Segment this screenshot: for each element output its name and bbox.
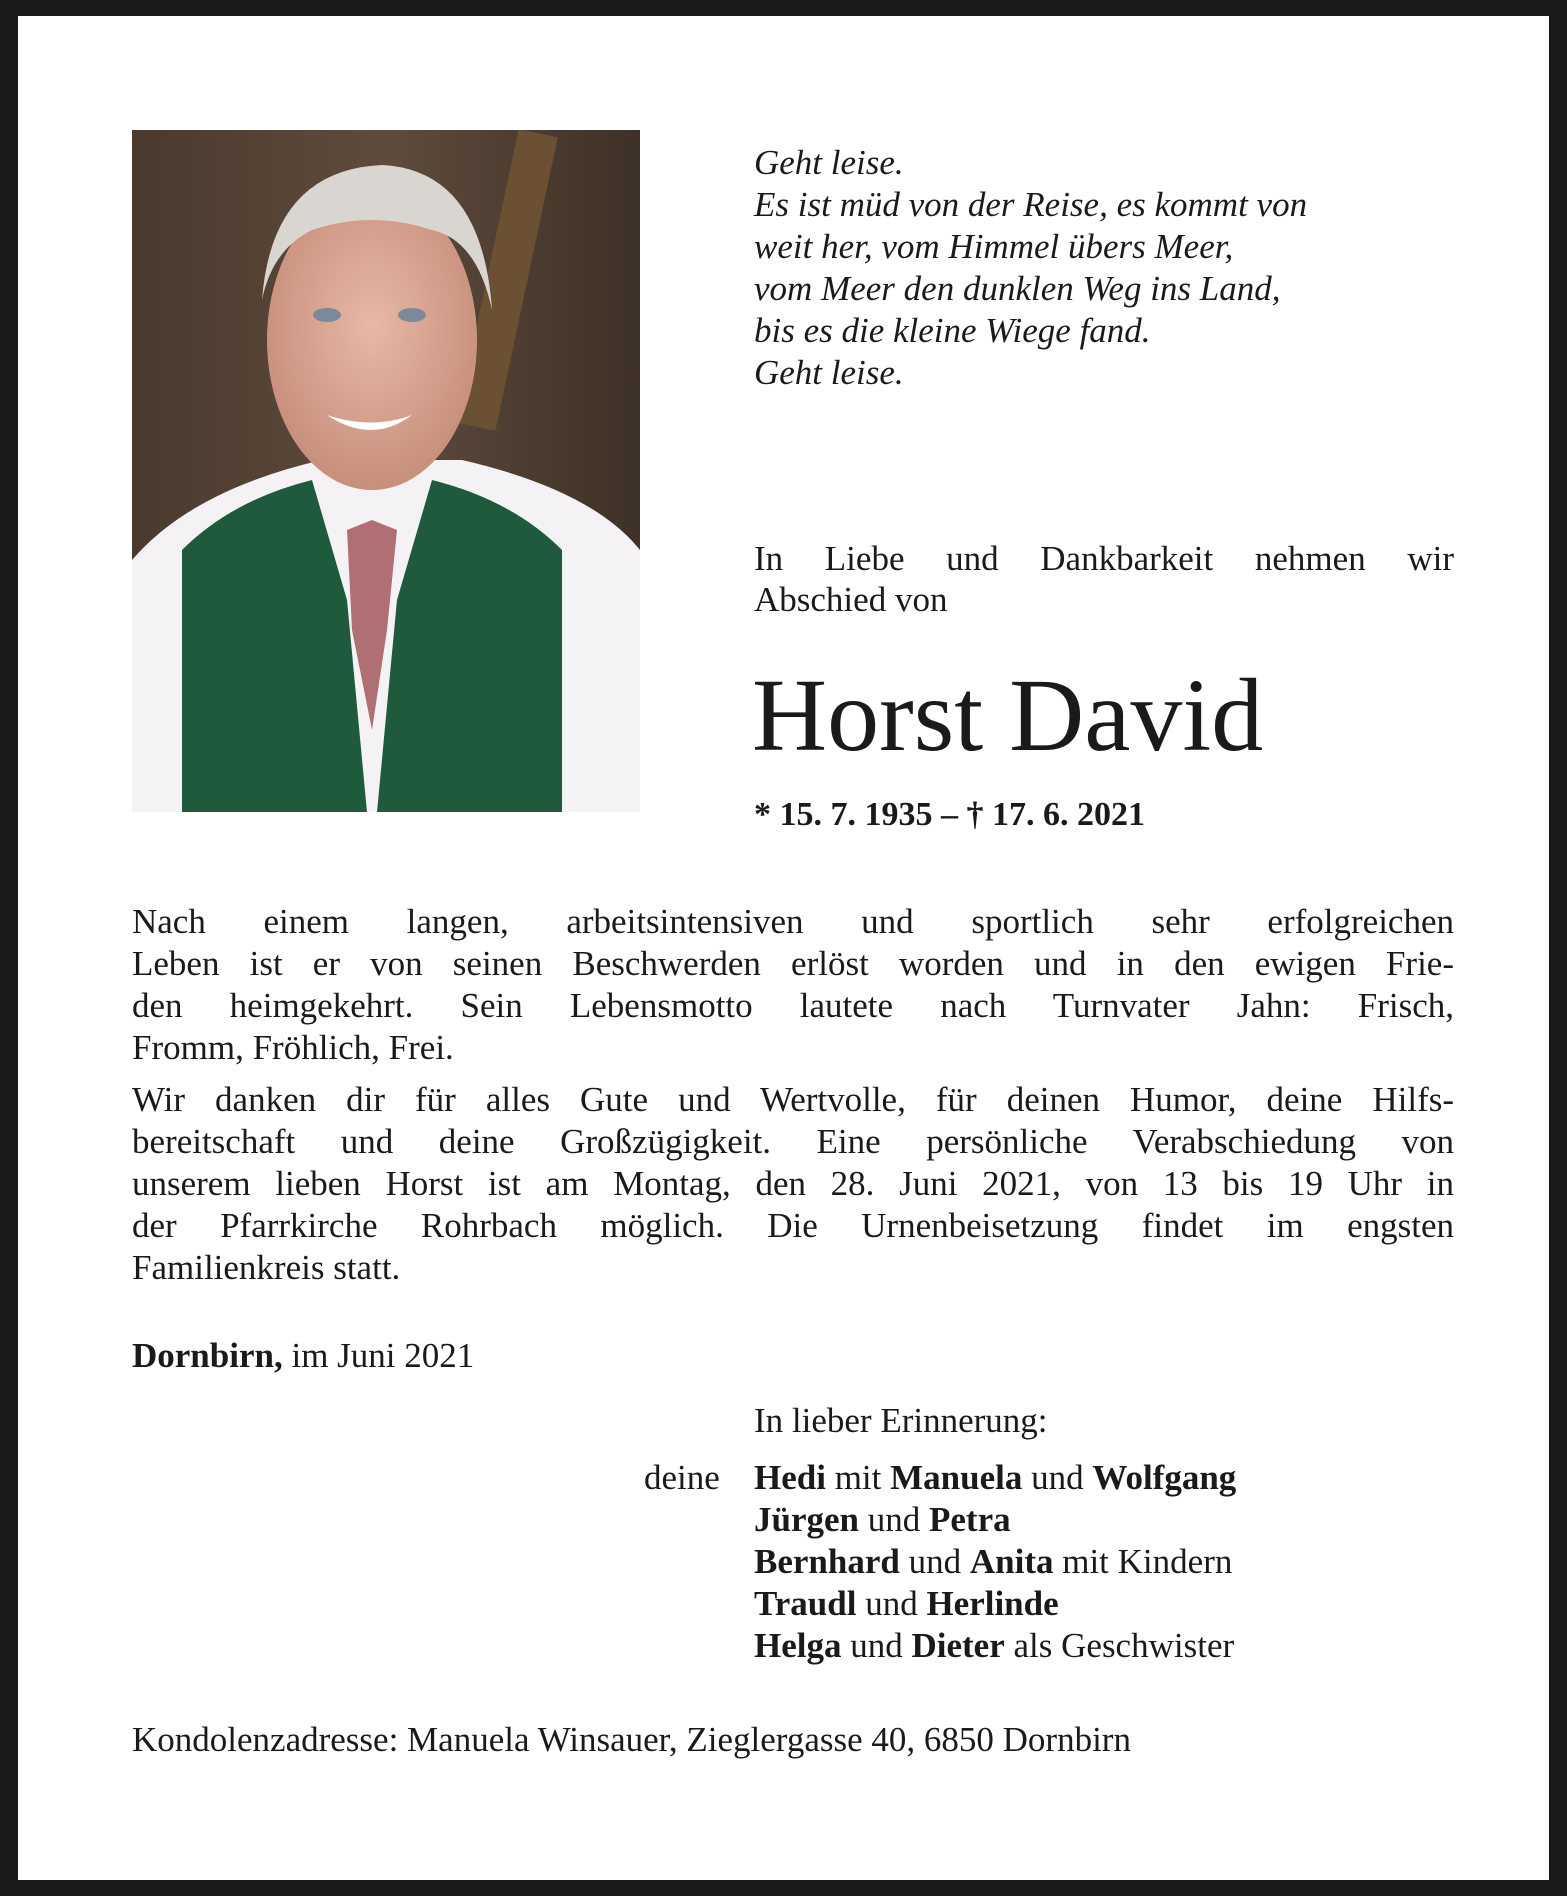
family-member-name: Dieter bbox=[911, 1626, 1005, 1665]
family-names bbox=[754, 1583, 1059, 1625]
family-row bbox=[644, 1625, 1236, 1667]
text-line: Nach einem langen, arbeitsintensiven und sportlich sehr erfolgreichen bbox=[132, 902, 1454, 941]
family-lead bbox=[644, 1499, 754, 1541]
text-line: Leben ist er von seinen Beschwerden erlöst worden und in den ewigen Frie- bbox=[132, 944, 1454, 983]
intro-line: In Liebe und Dankbarkeit nehmen wir bbox=[754, 539, 1454, 578]
text-line: den heimgekehrt. Sein Lebensmotto lautete nach Turnvater Jahn: Frisch, bbox=[132, 986, 1454, 1025]
family-connector: und bbox=[899, 1542, 970, 1581]
paragraph bbox=[132, 1079, 1454, 1289]
family-names bbox=[754, 1457, 1236, 1499]
family-member-name: Helga bbox=[754, 1626, 842, 1665]
poem-line: vom Meer den dunklen Weg ins Land, bbox=[754, 269, 1281, 308]
family-connector: als Geschwister bbox=[1004, 1626, 1235, 1665]
text-line: der Pfarrkirche Rohrbach möglich. Die Urnenbeisetzung findet im engsten bbox=[132, 1206, 1454, 1245]
obituary-text bbox=[132, 901, 1454, 1299]
family-member-name: Traudl bbox=[754, 1584, 857, 1623]
family-connector: mit Kindern bbox=[1053, 1542, 1233, 1581]
family-member-name: Manuela bbox=[890, 1458, 1023, 1497]
poem-line: Es ist müd von der Reise, es kommt von bbox=[754, 185, 1308, 224]
family-connector: und bbox=[856, 1584, 927, 1623]
family-lead bbox=[644, 1625, 754, 1667]
family-lead bbox=[644, 1541, 754, 1583]
place-city: Dornbirn, bbox=[132, 1336, 283, 1375]
family-connector: und bbox=[1022, 1458, 1093, 1497]
text-line: Familienkreis statt. bbox=[132, 1248, 401, 1287]
poem-line: Geht leise. bbox=[754, 353, 904, 392]
family-lead: deine bbox=[644, 1458, 720, 1497]
family-member-name: Jürgen bbox=[754, 1500, 859, 1539]
condolence-address: Kondolenzadresse: Manuela Winsauer, Zieglergasse 40, 6850 Dornbirn bbox=[132, 1720, 1131, 1759]
poem-line: weit her, vom Himmel übers Meer, bbox=[754, 227, 1234, 266]
obituary-page bbox=[18, 16, 1549, 1880]
family-connector: und bbox=[841, 1626, 912, 1665]
poem-line: bis es die kleine Wiege fand. bbox=[754, 311, 1151, 350]
family-connector: mit bbox=[825, 1458, 891, 1497]
family-names bbox=[754, 1541, 1232, 1583]
family-names bbox=[754, 1499, 1011, 1541]
family-names bbox=[754, 1625, 1234, 1667]
memory-heading: In lieber Erinnerung: bbox=[754, 1401, 1048, 1440]
paragraph bbox=[132, 901, 1454, 1069]
family-lead bbox=[644, 1583, 754, 1625]
family-connector: und bbox=[859, 1500, 929, 1539]
family-member-name: Herlinde bbox=[926, 1584, 1059, 1623]
place-month: im Juni 2021 bbox=[291, 1336, 475, 1375]
poem bbox=[754, 142, 1307, 394]
family-row bbox=[644, 1457, 1236, 1499]
family-row bbox=[644, 1499, 1236, 1541]
family-row bbox=[644, 1541, 1236, 1583]
portrait-photo bbox=[132, 130, 640, 812]
family-member-name: Bernhard bbox=[754, 1542, 900, 1581]
poem-line: Geht leise. bbox=[754, 143, 904, 182]
text-line: unserem lieben Horst ist am Montag, den 28. Juni 2021, von 13 bis 19 Uhr in bbox=[132, 1164, 1454, 1203]
family-row bbox=[644, 1583, 1236, 1625]
farewell-intro bbox=[754, 538, 1454, 620]
intro-line: Abschied von bbox=[754, 580, 948, 619]
place-date bbox=[132, 1336, 474, 1376]
deceased-name: Horst David bbox=[752, 658, 1264, 773]
family-list bbox=[644, 1457, 1236, 1667]
family-member-name: Petra bbox=[929, 1500, 1011, 1539]
family-member-name: Anita bbox=[969, 1542, 1054, 1581]
text-line: Wir danken dir für alles Gute und Wertvolle, für deinen Humor, deine Hilfs- bbox=[132, 1080, 1454, 1119]
text-line: Fromm, Fröhlich, Frei. bbox=[132, 1028, 454, 1067]
family-member-name: Wolfgang bbox=[1092, 1458, 1237, 1497]
family-member-name: Hedi bbox=[754, 1458, 826, 1497]
text-line: bereitschaft und deine Großzügigkeit. Eine persönliche Verabschiedung von bbox=[132, 1122, 1454, 1161]
life-dates: * 15. 7. 1935 – † 17. 6. 2021 bbox=[754, 796, 1145, 833]
